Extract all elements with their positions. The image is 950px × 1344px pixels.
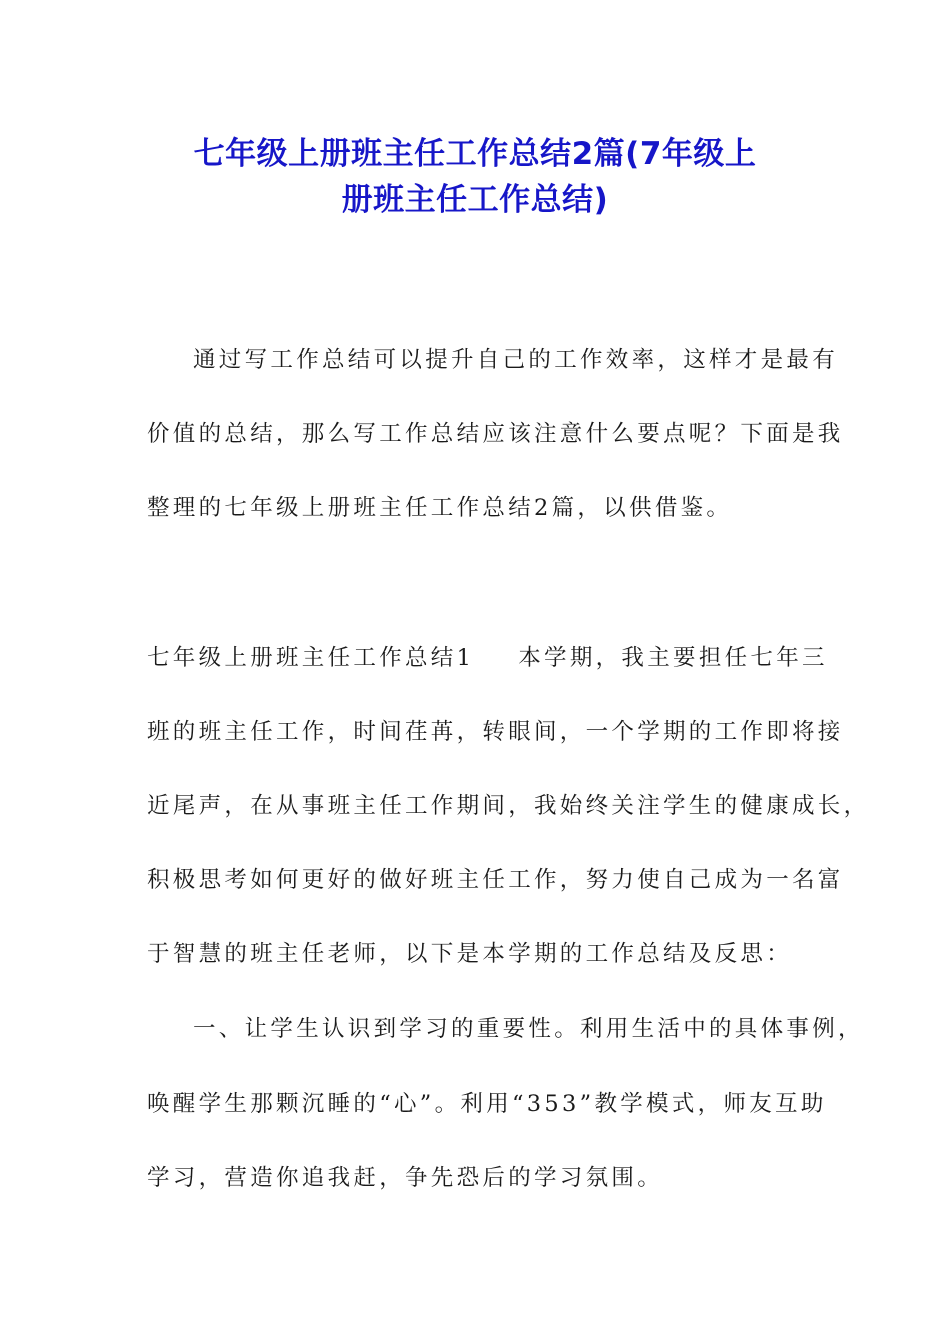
section-1-first-line — [147, 642, 828, 674]
intro-line-1: 通过写工作总结可以提升自己的工作效率，这样才是最有 — [193, 347, 839, 373]
intro-line-2: 价值的总结，那么写工作总结应该注意什么要点呢？下面是我 — [147, 421, 844, 447]
document-title-line-1: 七年级上册班主任工作总结2篇(7年级上 — [193, 136, 757, 172]
section-1-line-4: 积极思考如何更好的做好班主任工作，努力使自己成为一名富 — [147, 867, 844, 893]
section-1-heading: 七年级上册班主任工作总结1 — [147, 645, 475, 671]
intro-line-3: 整理的七年级上册班主任工作总结2篇，以供借鉴。 — [147, 495, 733, 521]
point-1-line-2: 唤醒学生那颗沉睡的“心”。利用“353”教学模式，师友互助 — [147, 1091, 827, 1117]
document-title-line-2: 册班主任工作总结) — [341, 182, 609, 218]
section-1-line-3: 近尾声，在从事班主任工作期间，我始终关注学生的健康成长， — [147, 793, 870, 819]
point-1-line-3: 学习，营造你追我赶，争先恐后的学习氛围。 — [147, 1165, 664, 1191]
point-1-line-1: 一、让学生认识到学习的重要性。利用生活中的具体事例， — [193, 1016, 864, 1042]
section-1-line-5: 于智慧的班主任老师，以下是本学期的工作总结及反思： — [147, 941, 793, 967]
section-1-line-2: 班的班主任工作，时间荏苒，转眼间，一个学期的工作即将接 — [147, 719, 844, 745]
section-1-first-text: 本学期，我主要担任七年三 — [518, 645, 828, 671]
